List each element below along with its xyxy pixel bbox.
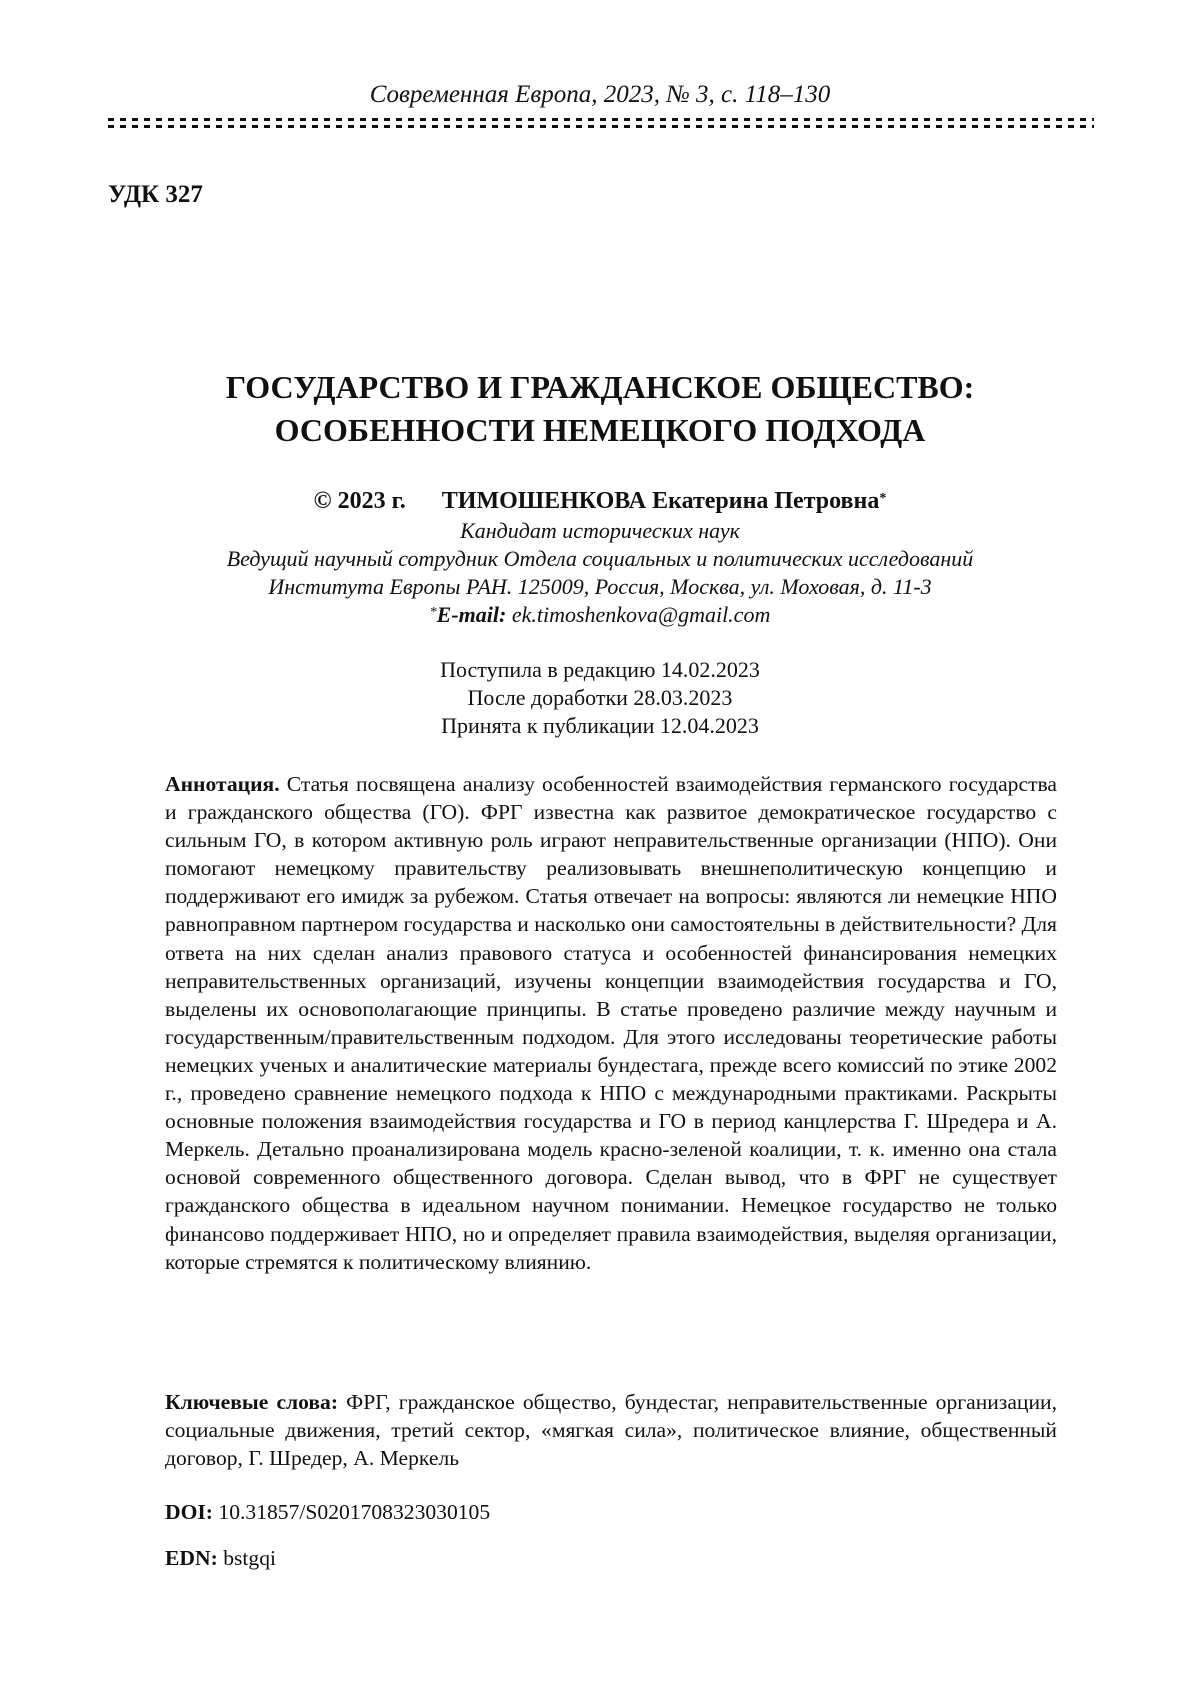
doi: [165, 1498, 490, 1526]
title-line: ОСОБЕННОСТИ НЕМЕЦКОГО ПОДХОДА: [274, 412, 926, 448]
received-date: Поступила в редакцию 14.02.2023: [440, 657, 760, 682]
udk-code: УДК 327: [108, 181, 203, 208]
doi-value[interactable]: 10.31857/S0201708323030105: [218, 1500, 491, 1524]
email-label: E-mail:: [436, 602, 507, 627]
author-institution: Института Европы РАН. 125009, Россия, Москва, ул. Моховая, д. 11-3: [268, 574, 932, 599]
author-degree: Кандидат исторических наук: [460, 518, 740, 543]
author-affiliation: [100, 517, 1100, 629]
keywords: [165, 1388, 1057, 1472]
header-divider: [108, 116, 1094, 130]
keywords-text: ФРГ, гражданское общество, бундестаг, неправительственные организации, социальные движения, третий сектор, «мягкая сила», политическое влияние, общественный договор, Г. Шредер, А. Меркель: [165, 1390, 1057, 1471]
keywords-label: Ключевые слова:: [165, 1390, 339, 1414]
title-line: ГОСУДАРСТВО И ГРАЖДАНСКОЕ ОБЩЕСТВО:: [225, 369, 975, 405]
edn-value: bstgqi: [223, 1546, 276, 1570]
author-name: ТИМОШЕНКОВА Екатерина Петровна: [441, 488, 880, 514]
doi-label: DOI:: [165, 1500, 213, 1524]
article-title: [100, 366, 1100, 452]
author-email-line: [100, 601, 1100, 629]
author-line: [100, 486, 1100, 516]
abstract: [165, 770, 1057, 1276]
abstract-text: Статья посвящена анализу особенностей взаимодействия германского государства и гражданского общества (ГО). ФРГ известна как развитое демократическое государство с сильным ГО, в котором активную роль играют неправительственные организации (НПО). Они помогают немецкому правительству реализовывать внешнеполитическую концепцию и поддерживают его имидж за рубежом. Статья отвечает на вопросы: являются ли немецкие НПО равноправном партнером государства и насколько они самостоятельны в действительности? Для ответа на них сделан анализ правового статуса и особенностей финансирования немецких неправительственных организаций, изучены концепции взаимодействия государства и ГО, выделены их основополагающие принципы. В статье проведено различие между научным и государственным/правительственным подходом. Для этого исследованы теоретические работы немецких ученых и аналитические материалы бундестага, прежде всего комиссий по этике 2002 г., проведено сравнение немецкого подхода к НПО с международными практиками. Раскрыты основные положения взаимодействия государства и ГО в период канцлерства Г. Шредера и А. Меркель. Детально проанализирована модель красно-зеленой коалиции, т. к. именно она стала основой современного общественного договора. Сделан вывод, что в ФРГ не существует гражданского общества в идеальном научном понимании. Немецкое государство не только финансово поддерживает НПО, но и определяет правила взаимодействия, выделяя организации, которые стремятся к политическому влиянию.: [165, 772, 1057, 1274]
copyright-year: © 2023 г.: [313, 488, 406, 514]
email-footnote-marker: *: [429, 605, 437, 620]
abstract-label: Аннотация.: [165, 772, 280, 796]
edn: [165, 1544, 276, 1572]
author-position: Ведущий научный сотрудник Отдела социальных и политических исследований: [226, 546, 974, 571]
submission-dates: [100, 656, 1100, 740]
accepted-date: Принята к публикации 12.04.2023: [441, 713, 759, 738]
revised-date: После доработки 28.03.2023: [467, 685, 733, 710]
author-email[interactable]: ek.timoshenkova@gmail.com: [511, 602, 771, 627]
edn-label: EDN:: [165, 1546, 218, 1570]
journal-header: Современная Европа, 2023, № 3, с. 118–130: [369, 81, 831, 108]
author-footnote-marker: *: [879, 491, 887, 506]
